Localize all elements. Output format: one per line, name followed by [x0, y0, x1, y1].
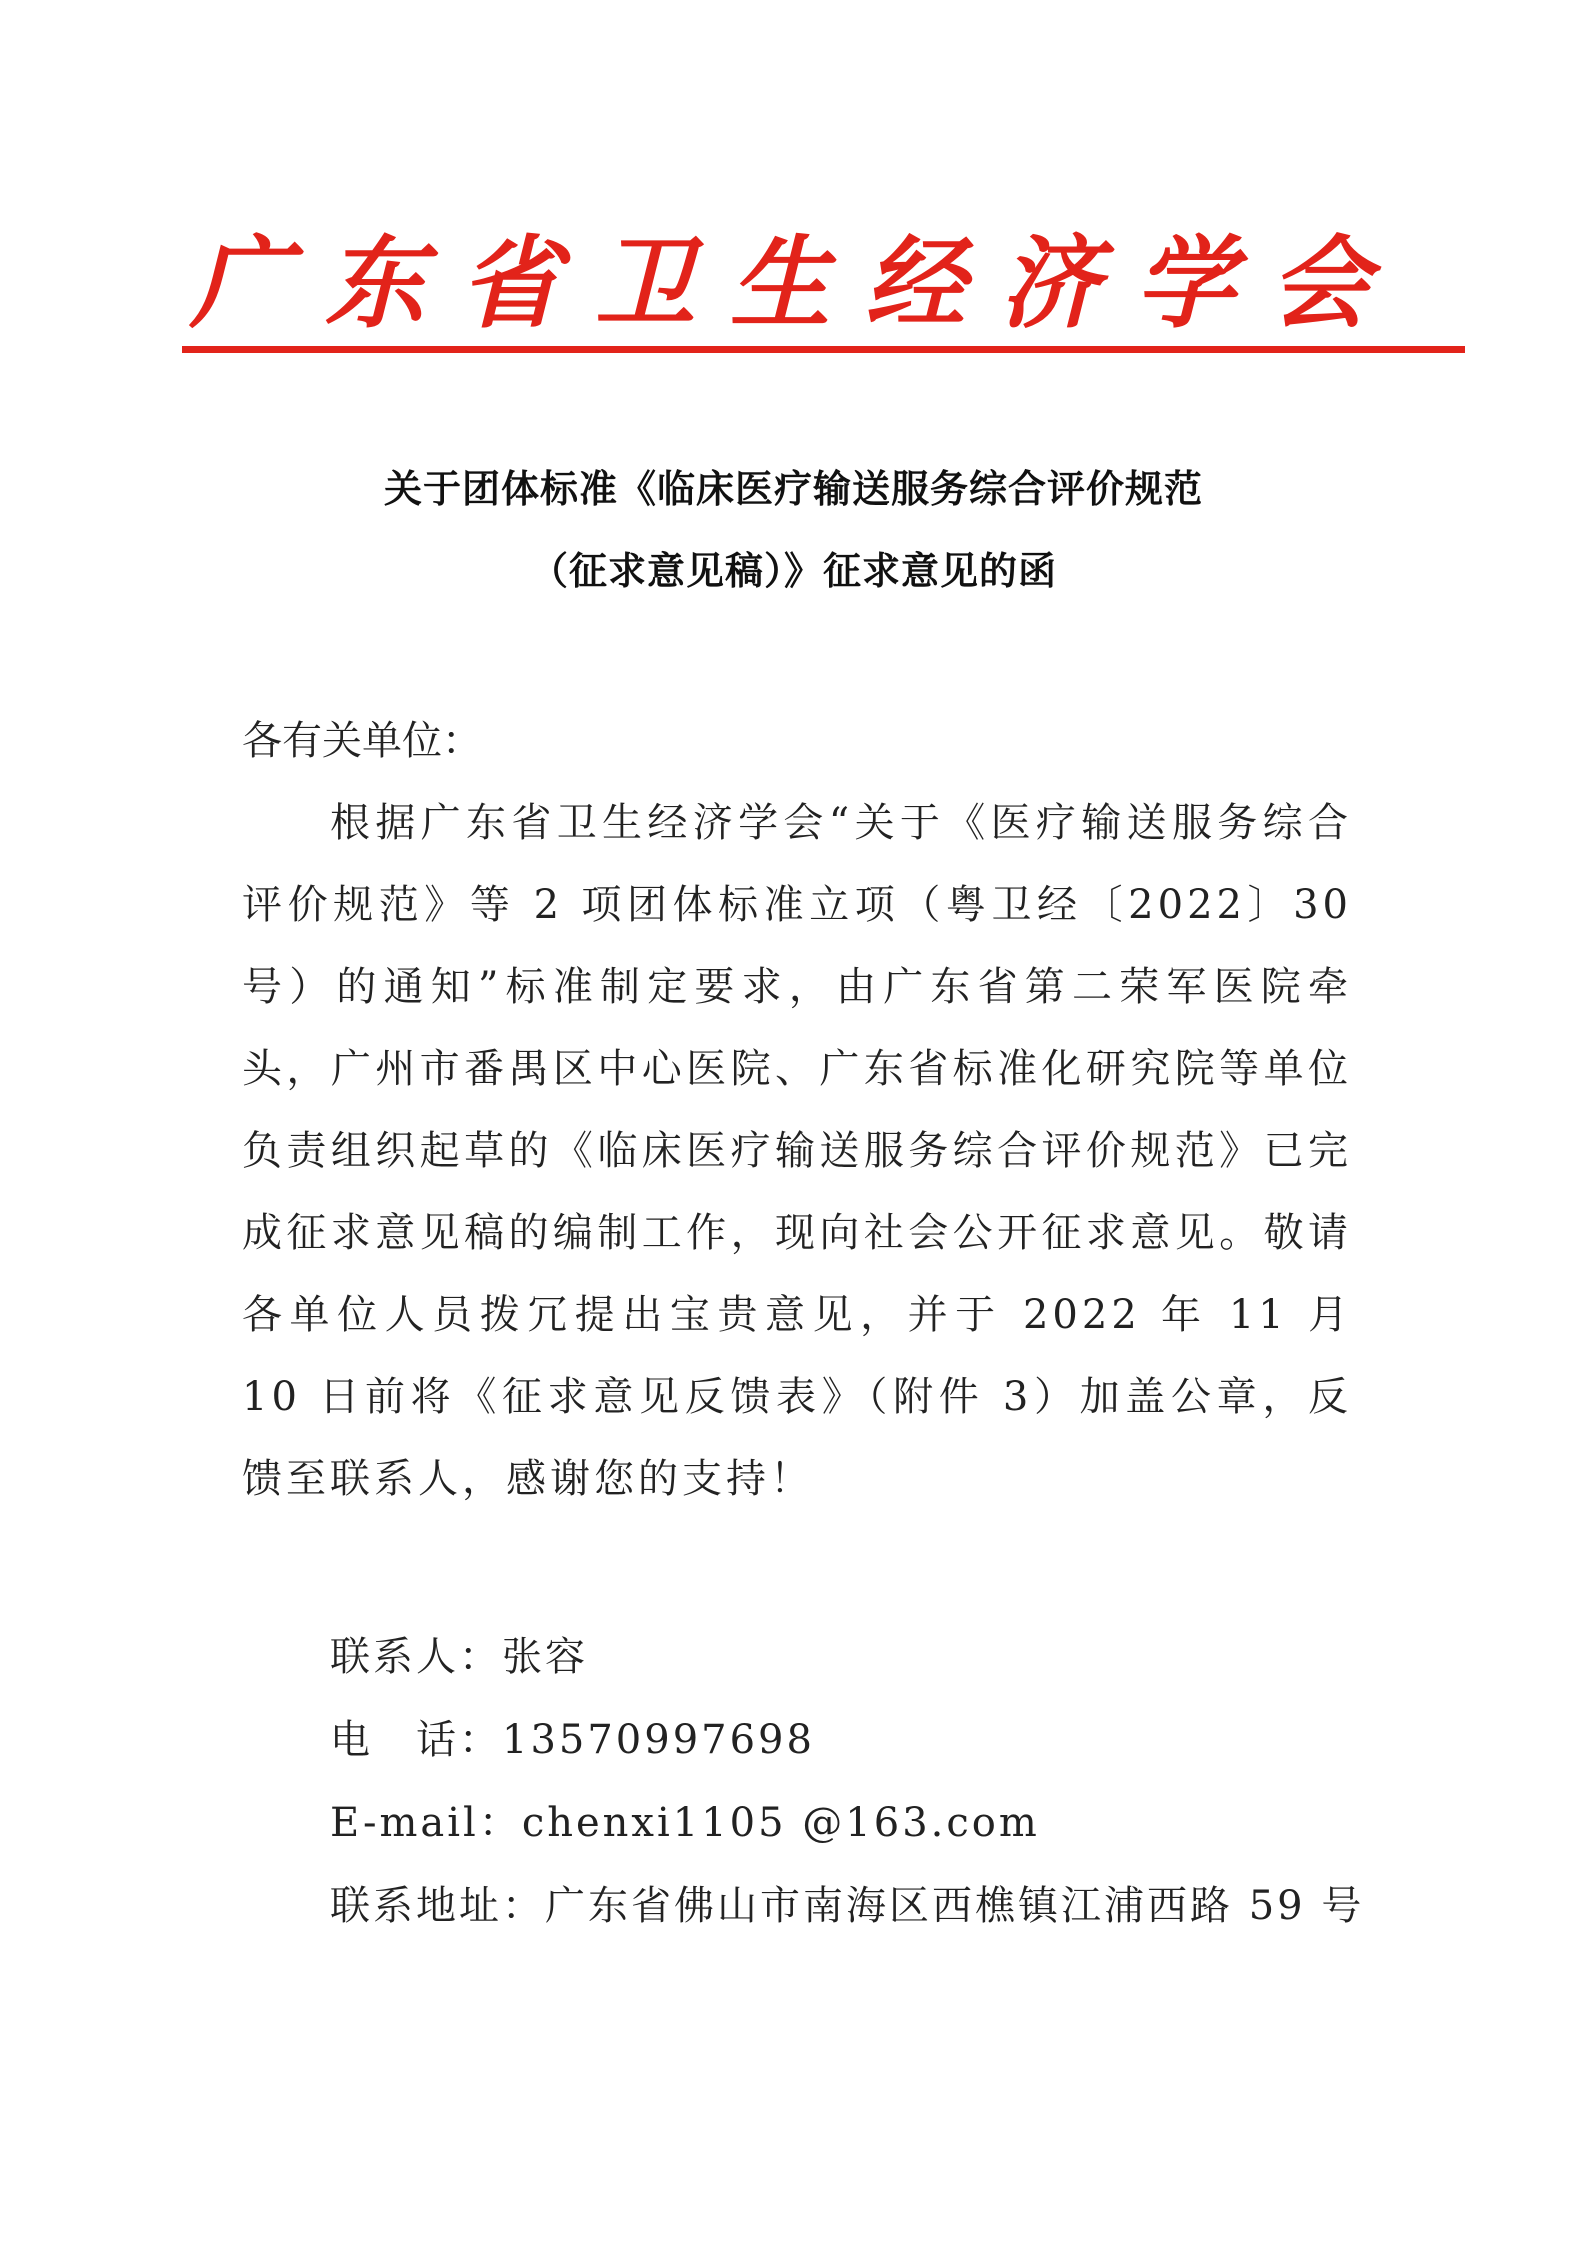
letterhead-char: 卫	[595, 224, 695, 342]
letterhead-char: 会	[1270, 224, 1370, 342]
salutation: 各有关单位：	[242, 718, 482, 764]
letterhead-char: 省	[460, 224, 560, 342]
contact-address-value: 广东省佛山市南海区西樵镇江浦西路 59 号	[545, 1883, 1365, 1929]
contact-email-label: E-mail：	[330, 1800, 522, 1846]
document-title-line-1: 关于团体标准《临床医疗输送服务综合评价规范	[383, 467, 1203, 511]
contact-phone-label: 电 话：	[330, 1717, 502, 1763]
contact-person-value: 张容	[502, 1634, 588, 1680]
letterhead-char: 经	[865, 224, 965, 342]
contact-email-value: chenxi1105 @163.com	[521, 1800, 1040, 1846]
letterhead-char: 生	[730, 224, 830, 342]
contact-address-label: 联系地址：	[330, 1883, 545, 1929]
letterhead-org-name	[185, 210, 1375, 340]
document-title-line-2: （征求意见稿）》征求意见的函	[529, 549, 1057, 593]
letterhead-divider	[182, 346, 1465, 353]
letterhead-char: 广	[190, 224, 290, 342]
letterhead-char: 学	[1135, 224, 1235, 342]
contact-person-label: 联系人：	[330, 1634, 502, 1680]
contact-email-row	[330, 1791, 1040, 1848]
contact-phone-value: 13570997698	[502, 1717, 815, 1763]
contact-phone-row	[330, 1708, 815, 1765]
contact-address-row	[330, 1874, 1364, 1931]
letterhead-char: 东	[325, 224, 425, 342]
body-paragraph: 根据广东省卫生经济学会“关于《医疗输送服务综合评价规范》等 2 项团体标准立项（粤卫经〔2022〕30号）的通知”标准制定要求，由广东省第二荣军医院牵头，广州市番禺区中心医院、广东省标准化研究院等单位负责组织起草的《临床医疗输送服务综合评价规范》已完成征求意见稿的编制工作，现向社会公开征求意见。敬请各单位人员拨冗提出宝贵意见，并于 2022 年 11 月 10 日前将《征求意见反馈表》（附件 3）加盖公章，反馈至联系人，感谢您的支持！	[242, 800, 1352, 1502]
contact-person-row	[330, 1625, 588, 1682]
letterhead-char: 济	[1000, 224, 1100, 342]
